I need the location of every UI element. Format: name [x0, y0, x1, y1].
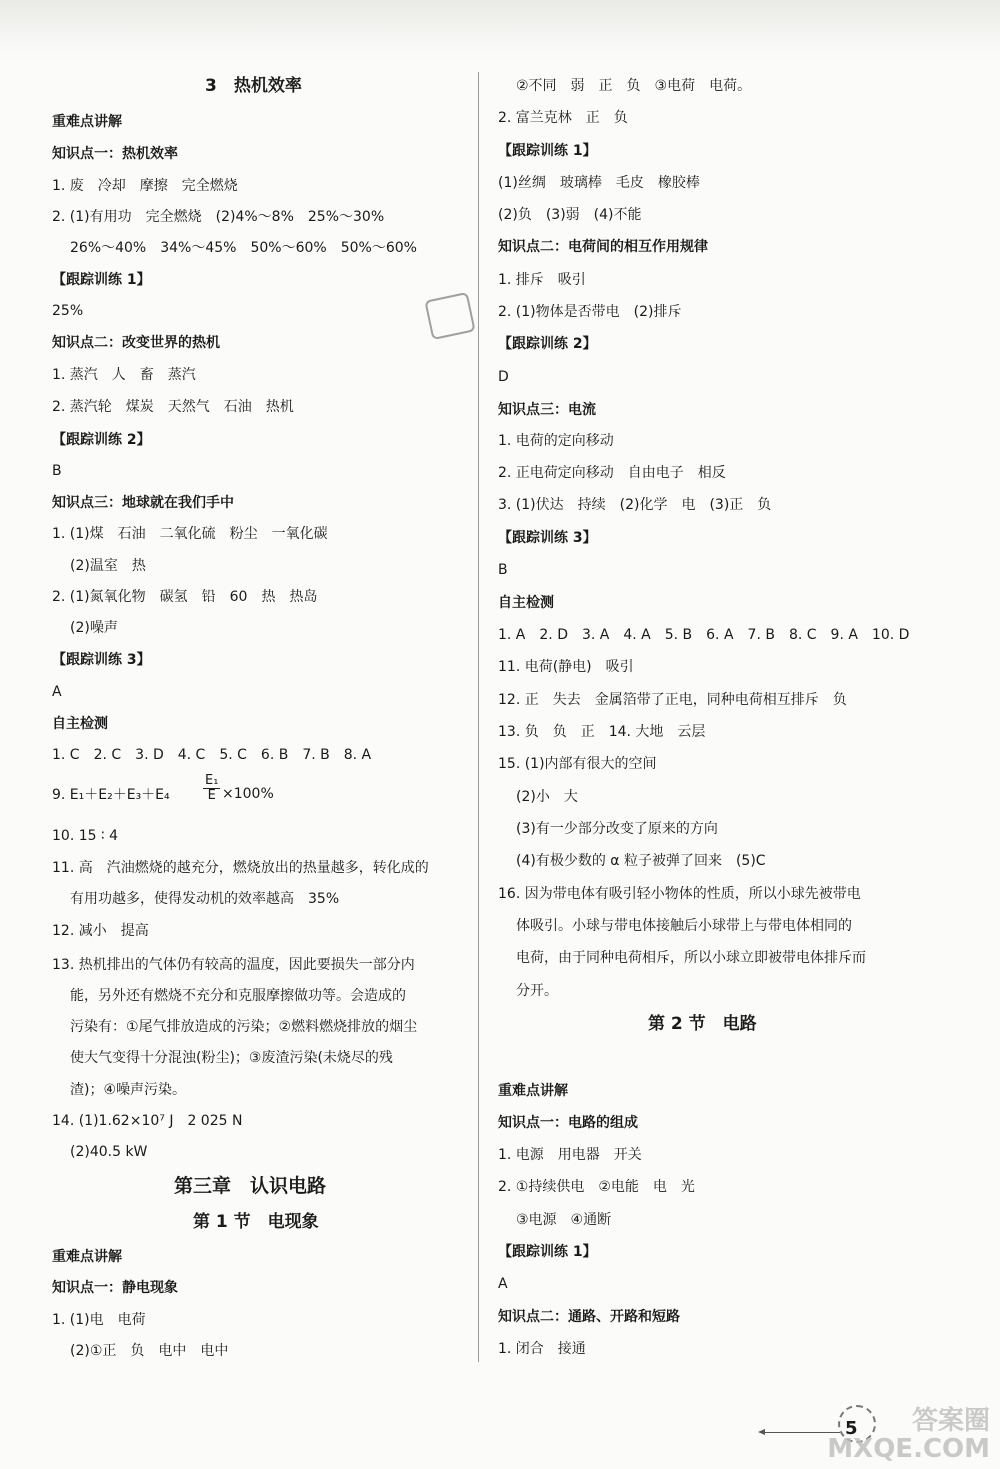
- answer-line: 9. E₁＋E₂＋E₃＋E₄: [52, 787, 170, 803]
- answer-line: D: [498, 369, 509, 385]
- answer-line: 26%～40% 34%～45% 50%～60% 50%～60%: [70, 240, 417, 256]
- answer-line: 1. 电源 用电器 开关: [498, 1147, 642, 1163]
- answer-line: B: [498, 562, 508, 578]
- answer-line: 1. 闭合 接通: [498, 1341, 586, 1357]
- section-title: 第 2 节 电路: [648, 1014, 757, 1034]
- section-heading: 【跟踪训练 2】: [52, 432, 151, 448]
- answer-line: 3. (1)伏达 持续 (2)化学 电 (3)正 负: [498, 497, 772, 513]
- fraction-denominator: E: [207, 788, 216, 803]
- efficiency-fraction: [203, 774, 220, 803]
- section-heading: 重难点讲解: [498, 1083, 568, 1099]
- answer-line: 14. (1)1.62×10⁷ J 2 025 N: [52, 1113, 243, 1129]
- answer-line: 13. 负 负 正 14. 大地 云层: [498, 724, 706, 740]
- answer-line: 渣)；④噪声污染。: [70, 1082, 187, 1098]
- answer-line: 13. 热机排出的气体仍有较高的温度，因此要损失一部分内: [52, 957, 415, 973]
- answer-line: (2)小 大: [516, 789, 578, 805]
- section-heading: 自主检测: [498, 595, 554, 611]
- answer-line: ③电源 ④通断: [516, 1212, 612, 1228]
- answer-line: B: [52, 463, 62, 479]
- section-title: 3 热机效率: [205, 76, 302, 96]
- answer-line: 2. (1)物体是否带电 (2)排斥: [498, 304, 682, 320]
- answer-line: 15. (1)内部有很大的空间: [498, 756, 657, 772]
- section-heading: 【跟踪训练 2】: [498, 336, 597, 352]
- fraction-tail: ×100%: [222, 786, 274, 802]
- section-heading: 【跟踪训练 1】: [498, 1244, 597, 1260]
- answer-line: 2. 正电荷定向移动 自由电子 相反: [498, 465, 726, 481]
- section-heading: 【跟踪训练 3】: [498, 530, 597, 546]
- section-heading: 知识点一：电路的组成: [498, 1115, 638, 1131]
- answer-line: 1. 电荷的定向移动: [498, 433, 614, 449]
- answer-line: 2. 富兰克林 正 负: [498, 110, 628, 126]
- section-heading: 知识点二：电荷间的相互作用规律: [498, 239, 708, 255]
- section-heading: 知识点三：地球就在我们手中: [52, 495, 234, 511]
- section-heading: 知识点二：通路、开路和短路: [498, 1309, 680, 1325]
- section-heading: 【跟踪训练 1】: [52, 272, 151, 288]
- answer-line: 11. 高 汽油燃烧的越充分，燃烧放出的热量越多，转化成的: [52, 860, 429, 876]
- answer-line: 2. (1)有用功 完全燃烧 (2)4%～8% 25%～30%: [52, 209, 385, 225]
- section-heading: 知识点三：电流: [498, 402, 596, 418]
- answer-line: 能，另外还有燃烧不充分和克服摩擦做功等。会造成的: [70, 988, 406, 1004]
- answer-line: 1. A 2. D 3. A 4. A 5. B 6. A 7. B 8. C 9. A 10. D: [498, 627, 910, 643]
- answer-line: (2)噪声: [70, 620, 118, 636]
- answer-line: (2)40.5 kW: [70, 1144, 148, 1160]
- column-divider: [478, 72, 479, 1362]
- answer-line: 16. 因为带电体有吸引轻小物体的性质，所以小球先被带电: [498, 886, 861, 902]
- stamp-mark: [424, 292, 475, 340]
- answer-line: (2)温室 热: [70, 558, 146, 574]
- section-heading: 知识点二：改变世界的热机: [52, 335, 220, 351]
- section-heading: 【跟踪训练 3】: [52, 652, 151, 668]
- answer-line: (4)有极少数的 α 粒子被弹了回来 (5)C: [516, 853, 766, 869]
- answer-line: 使大气变得十分混浊(粉尘)；③废渣污染(未烧尽的残: [70, 1050, 393, 1066]
- section-heading: 知识点一：静电现象: [52, 1280, 178, 1296]
- answer-line: 1. (1)煤 石油 二氧化硫 粉尘 一氧化碳: [52, 526, 328, 542]
- answer-line: (2)①正 负 电中 电中: [70, 1343, 229, 1359]
- watermark-line2: MXQE.COM: [827, 1434, 990, 1464]
- answer-line: (2)负 (3)弱 (4)不能: [498, 207, 642, 223]
- section-heading: 重难点讲解: [52, 1249, 122, 1265]
- answer-line: 2. ①持续供电 ②电能 电 光: [498, 1179, 695, 1195]
- watermark-logo: [827, 1407, 990, 1463]
- section-heading: 重难点讲解: [52, 114, 122, 130]
- answer-line: 1. (1)电 电荷: [52, 1312, 146, 1328]
- answer-line: 11. 电荷(静电) 吸引: [498, 659, 634, 675]
- answer-line: 污染有：①尾气排放造成的污染；②燃料燃烧排放的烟尘: [70, 1019, 418, 1035]
- answer-line: 1. 排斥 吸引: [498, 272, 586, 288]
- answer-line: 2. (1)氮氧化物 碳氢 铅 60 热 热岛: [52, 589, 318, 605]
- answer-line: 12. 正 失去 金属箔带了正电，同种电荷相互排斥 负: [498, 692, 847, 708]
- answer-line: 2. 蒸汽轮 煤炭 天然气 石油 热机: [52, 399, 294, 415]
- watermark-line1: 答案圈: [911, 1406, 990, 1436]
- answer-line: 分开。: [516, 983, 558, 999]
- answer-line: 体吸引。小球与带电体接触后小球带上与带电体相同的: [516, 918, 852, 934]
- answer-line: 12. 减小 提高: [52, 923, 149, 939]
- page-top-shading: [0, 0, 1000, 60]
- answer-line: 有用功越多，使得发动机的效率越高 35%: [70, 891, 340, 907]
- section-heading: 知识点一：热机效率: [52, 146, 178, 162]
- section-heading: 【跟踪训练 1】: [498, 143, 597, 159]
- fraction-numerator: E₁: [205, 773, 219, 788]
- answer-line: A: [498, 1276, 508, 1292]
- answer-line: A: [52, 684, 62, 700]
- answer-line: 1. 蒸汽 人 畜 蒸汽: [52, 367, 196, 383]
- answer-line: (1)丝绸 玻璃棒 毛皮 橡胶棒: [498, 175, 700, 191]
- answer-line: (3)有一少部分改变了原来的方向: [516, 821, 718, 837]
- chapter-title: 第三章 认识电路: [174, 1175, 327, 1197]
- answer-line: ②不同 弱 正 负 ③电荷 电荷。: [516, 78, 752, 94]
- answer-line: 1. C 2. C 3. D 4. C 5. C 6. B 7. B 8. A: [52, 747, 372, 763]
- page-number: 5: [845, 1418, 858, 1439]
- answer-line: 1. 废 冷却 摩擦 完全燃烧: [52, 178, 238, 194]
- answer-line: 10. 15 ∶ 4: [52, 828, 118, 844]
- answer-line: 25%: [52, 303, 84, 319]
- section-heading: 自主检测: [52, 716, 108, 732]
- answer-line: 电荷，由于同种电荷相斥，所以小球立即被带电体排斥而: [516, 950, 866, 966]
- section-title: 第 1 节 电现象: [193, 1212, 319, 1232]
